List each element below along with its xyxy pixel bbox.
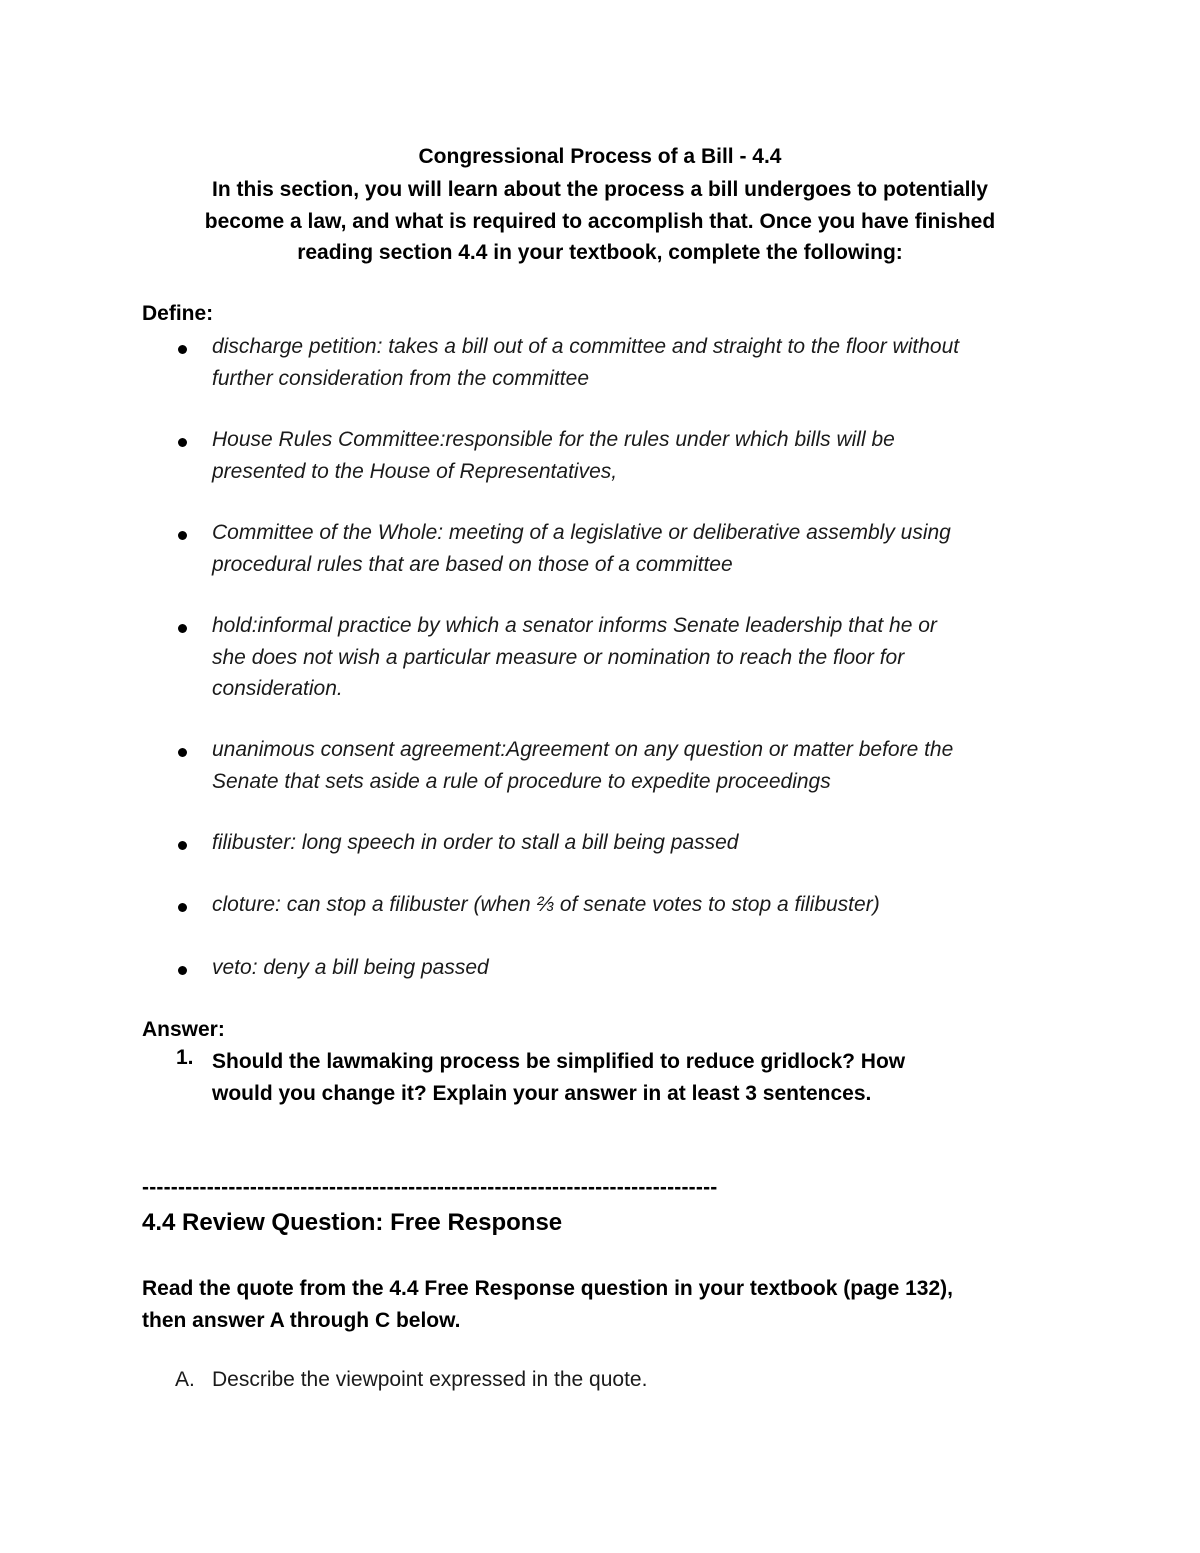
review-item-text: Describe the viewpoint expressed in the quote. (212, 1368, 648, 1391)
question-number: 1. (176, 1046, 194, 1069)
bullet-icon (178, 966, 187, 975)
definition-line: procedural rules that are based on those of a committee (212, 552, 733, 576)
definition-line: further consideration from the committee (212, 366, 589, 390)
definition-line: discharge petition: takes a bill out of a committee and straight to the floor without (212, 335, 960, 358)
review-item-letter: A. (175, 1368, 195, 1391)
page-title: Congressional Process of a Bill - 4.4 (418, 145, 782, 168)
definition-line: presented to the House of Representatives, (212, 459, 618, 483)
definition-text (212, 331, 1082, 394)
intro-paragraph (140, 174, 1060, 269)
definition-line: House Rules Committee:responsible for the rules under which bills will be (212, 428, 895, 451)
definition-text (212, 952, 1082, 984)
definition-line: consideration. (212, 677, 343, 700)
bullet-icon (178, 345, 187, 354)
definition-line: cloture: can stop a filibuster (when ⅔ of senate votes to stop a filibuster) (212, 893, 880, 916)
intro-line: become a law, and what is required to accomplish that. Once you have finished (204, 209, 996, 233)
definition-text (212, 734, 1082, 797)
bullet-icon (178, 624, 187, 633)
bullet-icon (178, 903, 187, 912)
question-line: Should the lawmaking process be simplified to reduce gridlock? How (212, 1050, 906, 1073)
question-line: would you change it? Explain your answer in at least 3 sentences. (212, 1081, 872, 1105)
definition-text (212, 827, 1082, 859)
definition-text (212, 889, 1082, 921)
definition-line: unanimous consent agreement:Agreement on any question or matter before the (212, 738, 954, 761)
definition-line: she does not wish a particular measure or nomination to reach the floor for (212, 645, 905, 669)
definition-line: hold:informal practice by which a senator informs Senate leadership that he or (212, 614, 937, 637)
definition-text (212, 424, 1082, 487)
question-text (212, 1046, 1082, 1109)
define-label: Define: (142, 302, 214, 325)
definition-line: Committee of the Whole: meeting of a legislative or deliberative assembly using (212, 521, 951, 544)
review-instructions (142, 1273, 953, 1336)
definition-line: filibuster: long speech in order to stall a bill being passed (212, 831, 739, 854)
intro-line: reading section 4.4 in your textbook, complete the following: (297, 241, 903, 264)
definition-text (212, 610, 1082, 705)
instructions-line: Read the quote from the 4.4 Free Response question in your textbook (page 132), (142, 1277, 953, 1300)
intro-line: In this section, you will learn about the process a bill undergoes to potentially (212, 178, 988, 201)
definition-line: Senate that sets aside a rule of procedure to expedite proceedings (212, 769, 831, 793)
bullet-icon (178, 438, 187, 447)
bullet-icon (178, 841, 187, 850)
answer-label: Answer: (142, 1018, 225, 1041)
section-divider: -------------------------------------------------------------------------------- (142, 1176, 718, 1199)
instructions-line: then answer A through C below. (142, 1308, 461, 1332)
review-heading: 4.4 Review Question: Free Response (142, 1209, 563, 1236)
definition-text (212, 517, 1082, 580)
bullet-icon (178, 748, 187, 757)
definition-line: veto: deny a bill being passed (212, 956, 489, 979)
bullet-icon (178, 531, 187, 540)
